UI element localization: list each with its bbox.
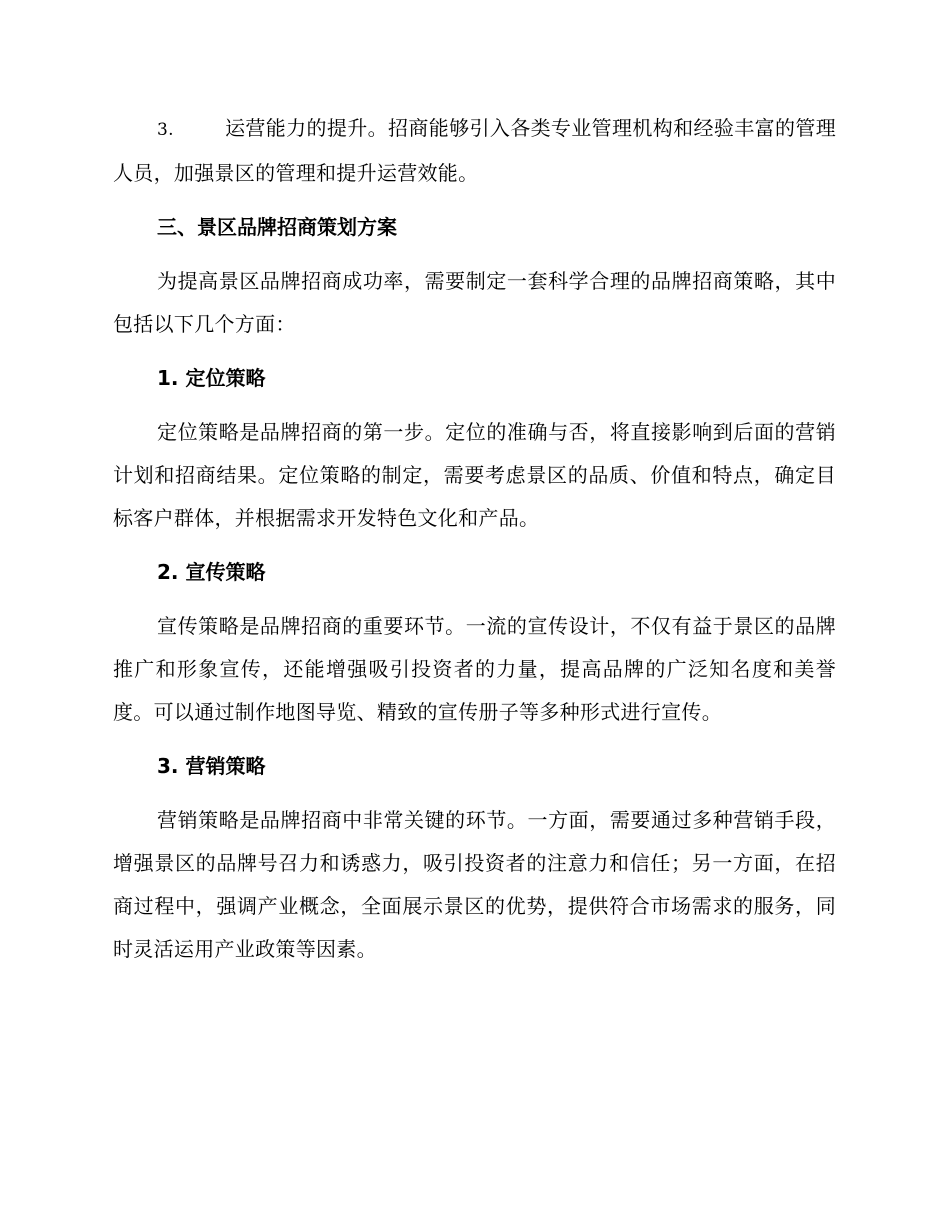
list-item-text: 运营能力的提升。招商能够引入各类专业管理机构和经验丰富的管理人员，加强景区的管理和提升运营效能。	[113, 116, 836, 185]
subsection-body-marketing: 营销策略是品牌招商中非常关键的环节。一方面，需要通过多种营销手段，增强景区的品牌号召力和诱惑力，吸引投资者的注意力和信任；另一方面，在招商过程中，强调产业概念，全面展示景区的优势，提供符合市场需求的服务，同时灵活运用产业政策等因素。	[113, 808, 836, 961]
subsection-heading-positioning: 1. 定位策略	[157, 366, 266, 390]
subsection-heading-publicity: 2. 宣传策略	[157, 560, 266, 584]
list-item-3	[113, 107, 836, 195]
section-intro-paragraph: 为提高景区品牌招商成功率，需要制定一套科学合理的品牌招商策略，其中包括以下几个方面：	[113, 269, 836, 336]
subsection-body-positioning: 定位策略是品牌招商的第一步。定位的准确与否，将直接影响到后面的营销计划和招商结果。定位策略的制定，需要考虑景区的品质、价值和特点，确定目标客户群体，并根据需求开发特色文化和产品。	[113, 420, 836, 530]
list-item-number: 3.	[157, 120, 174, 140]
document-page	[113, 107, 836, 971]
subsection-body-publicity: 宣传策略是品牌招商的重要环节。一流的宣传设计，不仅有益于景区的品牌推广和形象宣传，还能增强吸引投资者的力量，提高品牌的广泛知名度和美誉度。可以通过制作地图导览、精致的宣传册子等多种形式进行宣传。	[113, 614, 836, 724]
subsection-heading-marketing: 3. 营销策略	[157, 754, 266, 778]
section-heading: 三、景区品牌招商策划方案	[157, 215, 397, 239]
